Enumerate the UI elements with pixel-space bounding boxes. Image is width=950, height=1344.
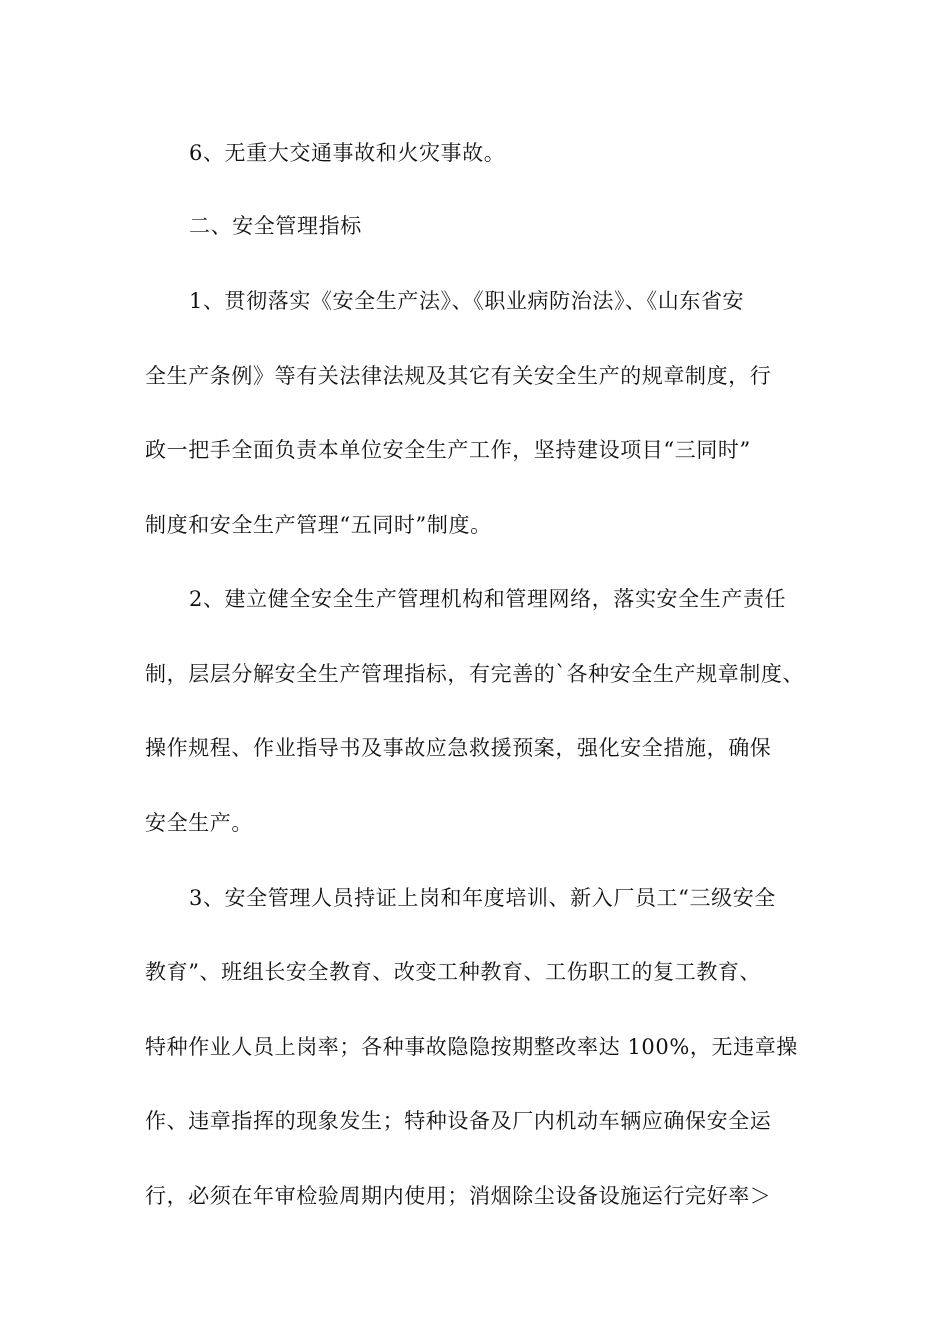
text-line: 行，必须在年审检验周期内使用；消烟除尘设备设施运行完好率＞ (145, 1184, 772, 1208)
text-line-item-3-start: 3、安全管理人员持证上岗和年度培训、新入厂员工“三级安全 (189, 886, 776, 910)
text-line-item-1-start: 1、贯彻落实《安全生产法》、《职业病防治法》、《山东省安 (189, 289, 745, 313)
text-line: 安全生产。 (145, 811, 253, 835)
text-line-item-6: 6、无重大交通事故和火灾事故。 (189, 141, 506, 165)
text-line: 全生产条例》等有关法律法规及其它有关安全生产的规章制度，行 (145, 364, 772, 388)
text-line: 政一把手全面负责本单位安全生产工作，坚持建设项目“三同时” (145, 438, 751, 462)
text-line: 操作规程、作业指导书及事故应急救援预案，强化安全措施，确保 (145, 736, 772, 760)
text-line: 教育”、班组长安全教育、改变工种教育、工伤职工的复工教育、 (145, 960, 762, 984)
section-heading: 二、安全管理指标 (189, 214, 362, 238)
text-line-item-2-start: 2、建立健全安全生产管理机构和管理网络，落实安全生产责任 (189, 587, 787, 611)
text-line: 作、违章指挥的现象发生；特种设备及厂内机动车辆应确保安全运 (145, 1109, 772, 1133)
text-line: 制度和安全生产管理“五同时”制度。 (145, 513, 492, 537)
text-line: 制，层层分解安全生产管理指标，有完善的`各种安全生产规章制度、 (145, 662, 805, 686)
text-line: 特种作业人员上岗率；各种事故隐隐按期整改率达 100%，无违章操 (145, 1035, 798, 1059)
